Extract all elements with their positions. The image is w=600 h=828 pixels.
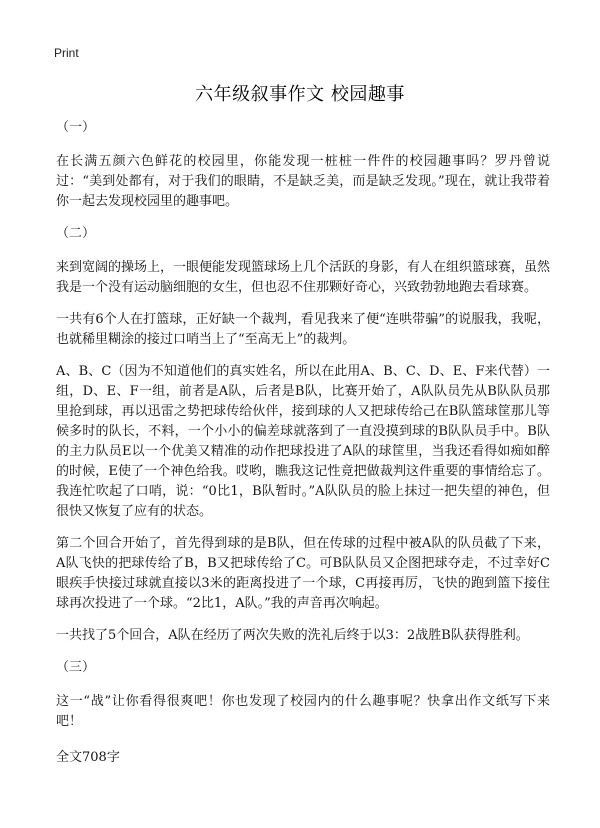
paragraph: 第二个回合开始了，首先得到球的是B队，但在传球的过程中被A队的队员截了下来，A队飞快的把球传给了B，B又把球传给了C。可B队队员又企图把球夺走，不过幸好C眼疾手快接过球就直接以3米的距离投进了一个球，C再接再厉，飞快的跑到篮下接住球再次投进了一个球。“2比1，A队。”我的声音再次响起。	[56, 536, 550, 611]
print-link[interactable]: Print	[54, 46, 79, 60]
page-title: 六年级叙事作文 校园趣事	[195, 84, 405, 105]
paragraph: A、B、C（因为不知道他们的真实姓名，所以在此用A、B、C、D、E、F来代替）一组，D、E、F一组，前者是A队，后者是B队，比赛开始了，A队队员先从B队队员那里抢到球，再以迅雷之势把球传给伙伴，接到球的人又把球传给己在B队篮球筐那儿等候多时的队长，不料，一个小小的偏差球就落到了一直没摸到球的B队队员手中。B队的主力队员E以一个优美又精准的动作把球投进了A队的球筐里，当我还看得如痴如醉的时候，E使了一个神色给我。哎哟，瞧我这记性竟把做裁判这件重要的事情给忘了。我连忙吹起了口哨，说：“0比1，B队暂时。”A队队员的脸上抹过一把失望的神色，但很快又恢复了应有的状态。	[56, 364, 550, 519]
section-heading-1: （一）	[56, 120, 96, 135]
paragraph: 这一“战”让你看得很爽吧！你也发现了校园内的什么趣事呢？快拿出作文纸写下来吧！	[56, 694, 550, 729]
paragraph: 一共有6个人在打篮球，正好缺一个裁判，看见我来了便“连哄带骗”的说服我，我呢，也就稀里糊涂的接过口哨当上了“至高无上”的裁判。	[56, 312, 550, 347]
section-heading-2: （二）	[56, 226, 96, 241]
section-heading-3: （三）	[56, 660, 96, 675]
word-count: 全文708字	[56, 750, 120, 765]
article-body	[56, 118, 550, 768]
paragraph: 一共找了5个回合，A队在经历了两次失败的洗礼后终于以3：2战胜B队获得胜利。	[56, 628, 529, 643]
paragraph: 来到宽阔的操场上，一眼便能发现篮球场上几个活跃的身影，有人在组织篮球赛，虽然我是一个没有运动脑细胞的女生，但也忍不住那颗好奇心，兴致勃勃地跑去看球赛。	[56, 260, 551, 295]
paragraph: 在长满五颜六色鲜花的校园里，你能发现一桩桩一件件的校园趣事吗？罗丹曾说过：“美到处都有，对于我们的眼睛，不是缺乏美，而是缺乏发现。”现在，就让我带着你一起去发现校园里的趣事吧。	[56, 154, 550, 209]
